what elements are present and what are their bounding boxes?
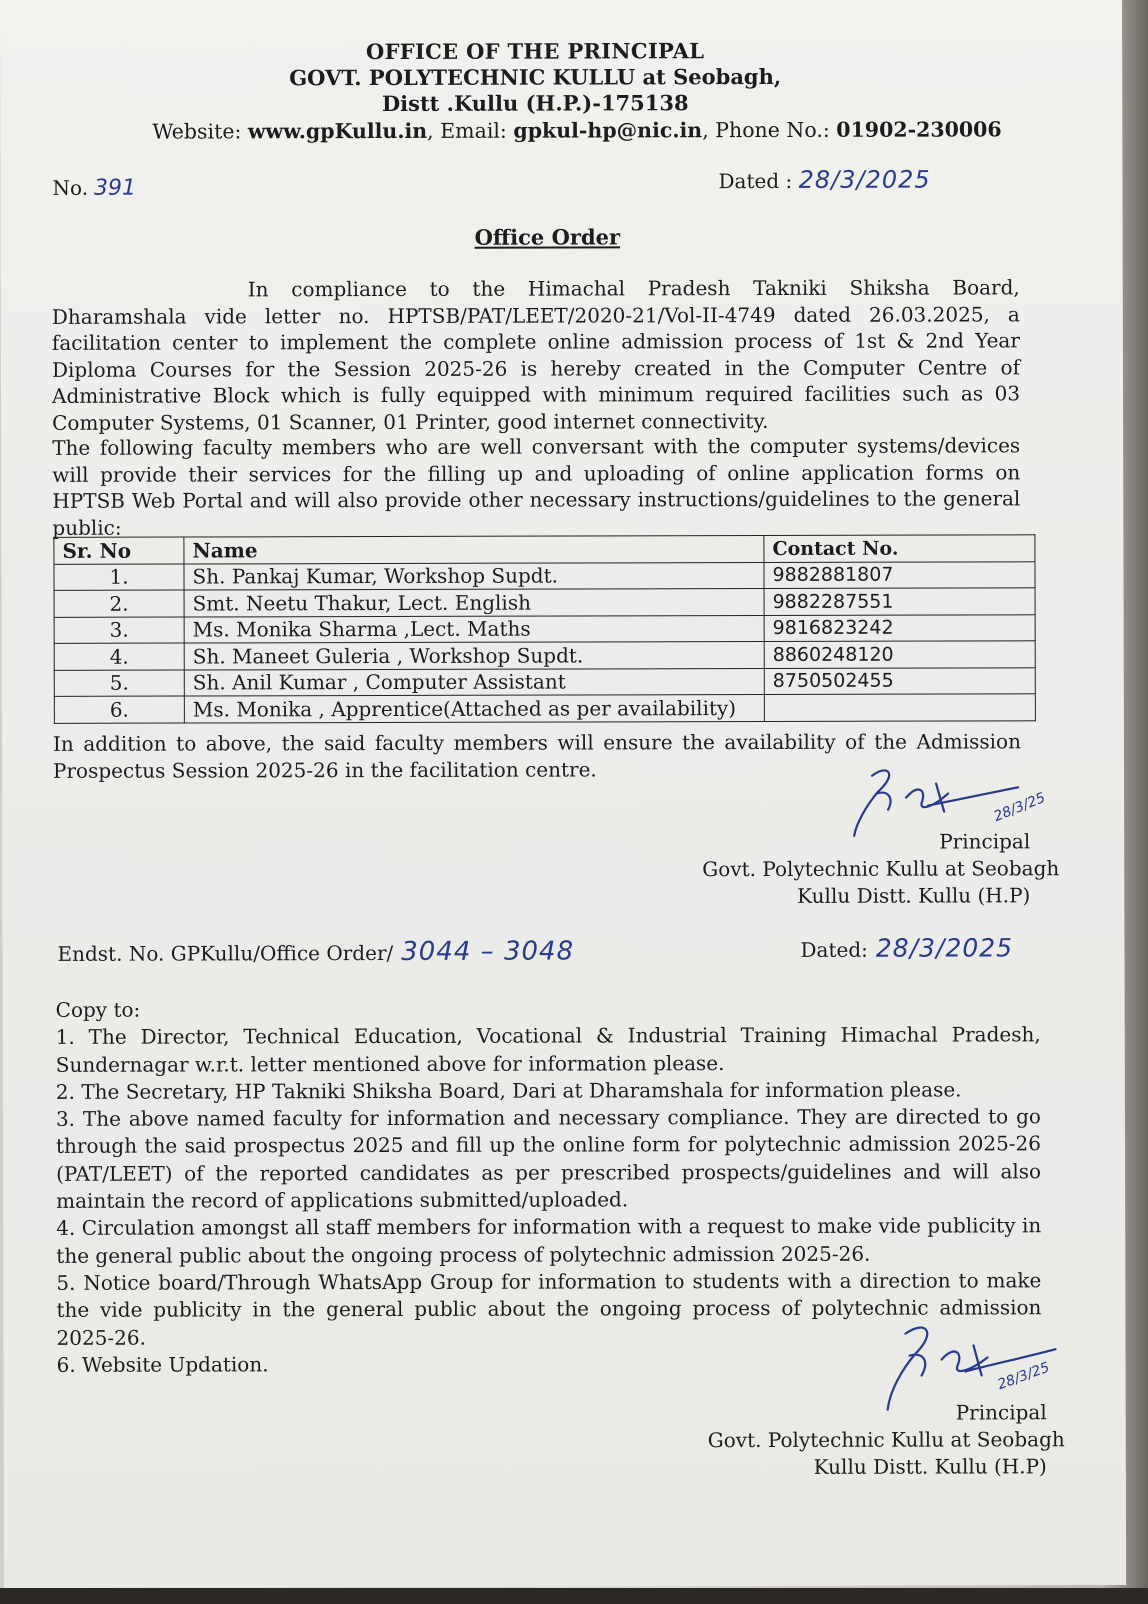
header-address: Distt .Kullu (H.P.)-175138 (381, 90, 689, 117)
cell-sr-no: 6. (54, 696, 184, 723)
cell-sr-no: 1. (54, 564, 184, 591)
paragraph-compliance: In compliance to the Himachal Pradesh Takniki Shiksha Board, Dharamshala vide letter no. HPTSB/PAT/LEET/2020-21/Vol-II-4749 dated 26.03.2025, a facilitation center to implement the complete online admission process of 1st & 2nd Year Diploma Courses for the Session 2025-26 is hereby created in the Computer Centre of Administrative Block which is fully equipped with minimum required facilities such as 03 Computer Systems, 01 Scanner, 01 Printer, good internet connectivity. (51, 275, 1021, 435)
list-item: 1. The Director, Technical Education, Vocational & Industrial Training Himachal Pradesh, Sundernagar w.r.t. letter mentioned above for information please. (55, 1022, 1041, 1077)
photo-bottom-edge (0, 1588, 1148, 1604)
cell-name: Sh. Pankaj Kumar, Workshop Supdt. (184, 562, 764, 590)
cell-contact: 9816823242 (764, 614, 1035, 641)
cell-name: Smt. Neetu Thakur, Lect. English (184, 589, 764, 617)
document-title: Office Order (474, 224, 621, 250)
endorsement-date-handwritten: 28/3/2025 (875, 933, 1014, 963)
endorsement-date (800, 933, 1013, 963)
cell-name: Ms. Monika Sharma ,Lect. Maths (184, 615, 764, 643)
website-label: Website: (152, 119, 248, 144)
column-header-name: Name (184, 536, 764, 564)
phone-number: 01902-230006 (836, 117, 1002, 142)
endorsement-number (57, 937, 574, 968)
header-institution: GOVT. POLYTECHNIC KULLU at Seobagh, (289, 63, 782, 91)
paragraph-faculty: The following faculty members who are well conversant with the computer systems/devices will provide their services for the filling up and uploading of online application forms on HPTSB Web Portal and will also provide other necessary instructions/guidelines to the general public: (52, 433, 1021, 540)
table-header-row (54, 535, 1035, 564)
signature-designation-1: Principal (939, 829, 1031, 854)
endorsement-number-handwritten: 3044 – 3048 (401, 936, 575, 967)
order-date-label: Dated : (718, 168, 793, 194)
cell-contact: 9882881807 (764, 561, 1035, 588)
header-contact-line (152, 117, 1001, 143)
order-number (52, 176, 136, 201)
column-header-sr-no: Sr. No (54, 537, 184, 564)
faculty-table (53, 534, 1035, 723)
signature-date-2: 28/3/25 (995, 1359, 1052, 1394)
signature-block-2 (707, 1399, 1065, 1481)
signature-date-1: 28/3/25 (991, 789, 1048, 826)
cell-name: Ms. Monika , Apprentice(Attached as per availability) (184, 695, 764, 723)
list-item: 5. Notice board/Through WhatsApp Group for information to students with a direction to make the vide publicity in the general public about the ongoing process of polytechnic admission 2025-26. (56, 1268, 1042, 1350)
header-office: OFFICE OF THE PRINCIPAL (365, 38, 705, 65)
signature-designation-2: Principal (955, 1400, 1047, 1425)
signature-block-1 (702, 828, 1060, 910)
order-date-handwritten: 28/3/2025 (798, 165, 931, 194)
signature-place-1: Kullu Distt. Kullu (H.P) (797, 883, 1031, 908)
cell-contact: 8750502455 (764, 667, 1035, 694)
table-row (54, 694, 1035, 723)
cell-sr-no: 5. (54, 670, 184, 697)
list-item: 3. The above named faculty for information and necessary compliance. They are directed to go through the said prospectus 2025 and fill up the online form for polytechnic admission 2025-26 (PAT/LEET) of the reported candidates as per prescribed prospects/guidelines and will also maintain the record of applications submitted/uploaded. (55, 1104, 1042, 1213)
signature-org-2: Govt. Polytechnic Kullu at Seobagh (707, 1427, 1065, 1453)
cell-name: Sh. Anil Kumar , Computer Assistant (184, 668, 764, 696)
list-item: 2. The Secretary, HP Takniki Shiksha Board, Dari at Dharamshala for information please. (55, 1077, 962, 1104)
table-row (54, 641, 1035, 670)
paragraph-prospectus: In addition to above, the said faculty members will ensure the availability of the Admission Prospectus Session 2025-26 in the facilitation centre. (52, 729, 1021, 783)
column-header-contact: Contact No. (764, 535, 1035, 562)
signature-place-2: Kullu Distt. Kullu (H.P) (813, 1454, 1047, 1479)
phone-label: , Phone No.: (702, 117, 837, 143)
table-row (54, 588, 1035, 617)
cell-contact: 8860248120 (764, 641, 1035, 668)
table-row (54, 561, 1035, 590)
list-item: 6. Website Updation. (56, 1352, 269, 1377)
cell-contact (764, 694, 1035, 721)
signature-org-1: Govt. Polytechnic Kullu at Seobagh (702, 856, 1060, 882)
email-link[interactable]: gpkul-hp@nic.in (513, 118, 703, 143)
website-link[interactable]: www.gpKullu.in (247, 118, 428, 144)
endorsement-date-label: Dated: (800, 937, 868, 962)
copy-to-heading: Copy to: (55, 997, 141, 1022)
cell-name: Sh. Maneet Guleria , Workshop Supdt. (184, 642, 764, 670)
cell-sr-no: 2. (54, 590, 184, 617)
list-item: 4. Circulation amongst all staff members for information with a request to make vide publicity in the general public about the ongoing process of polytechnic admission 2025-26. (56, 1213, 1042, 1268)
table-row (54, 614, 1035, 643)
email-label: , Email: (427, 118, 514, 143)
cell-sr-no: 3. (54, 617, 184, 644)
order-number-label: No. (52, 175, 89, 200)
order-date (718, 166, 930, 195)
endorsement-label: Endst. No. GPKullu/Office Order/ (57, 940, 394, 966)
cell-sr-no: 4. (54, 643, 184, 670)
cell-contact: 9882287551 (764, 588, 1035, 615)
table-row (54, 667, 1035, 696)
order-number-handwritten: 391 (94, 175, 137, 201)
